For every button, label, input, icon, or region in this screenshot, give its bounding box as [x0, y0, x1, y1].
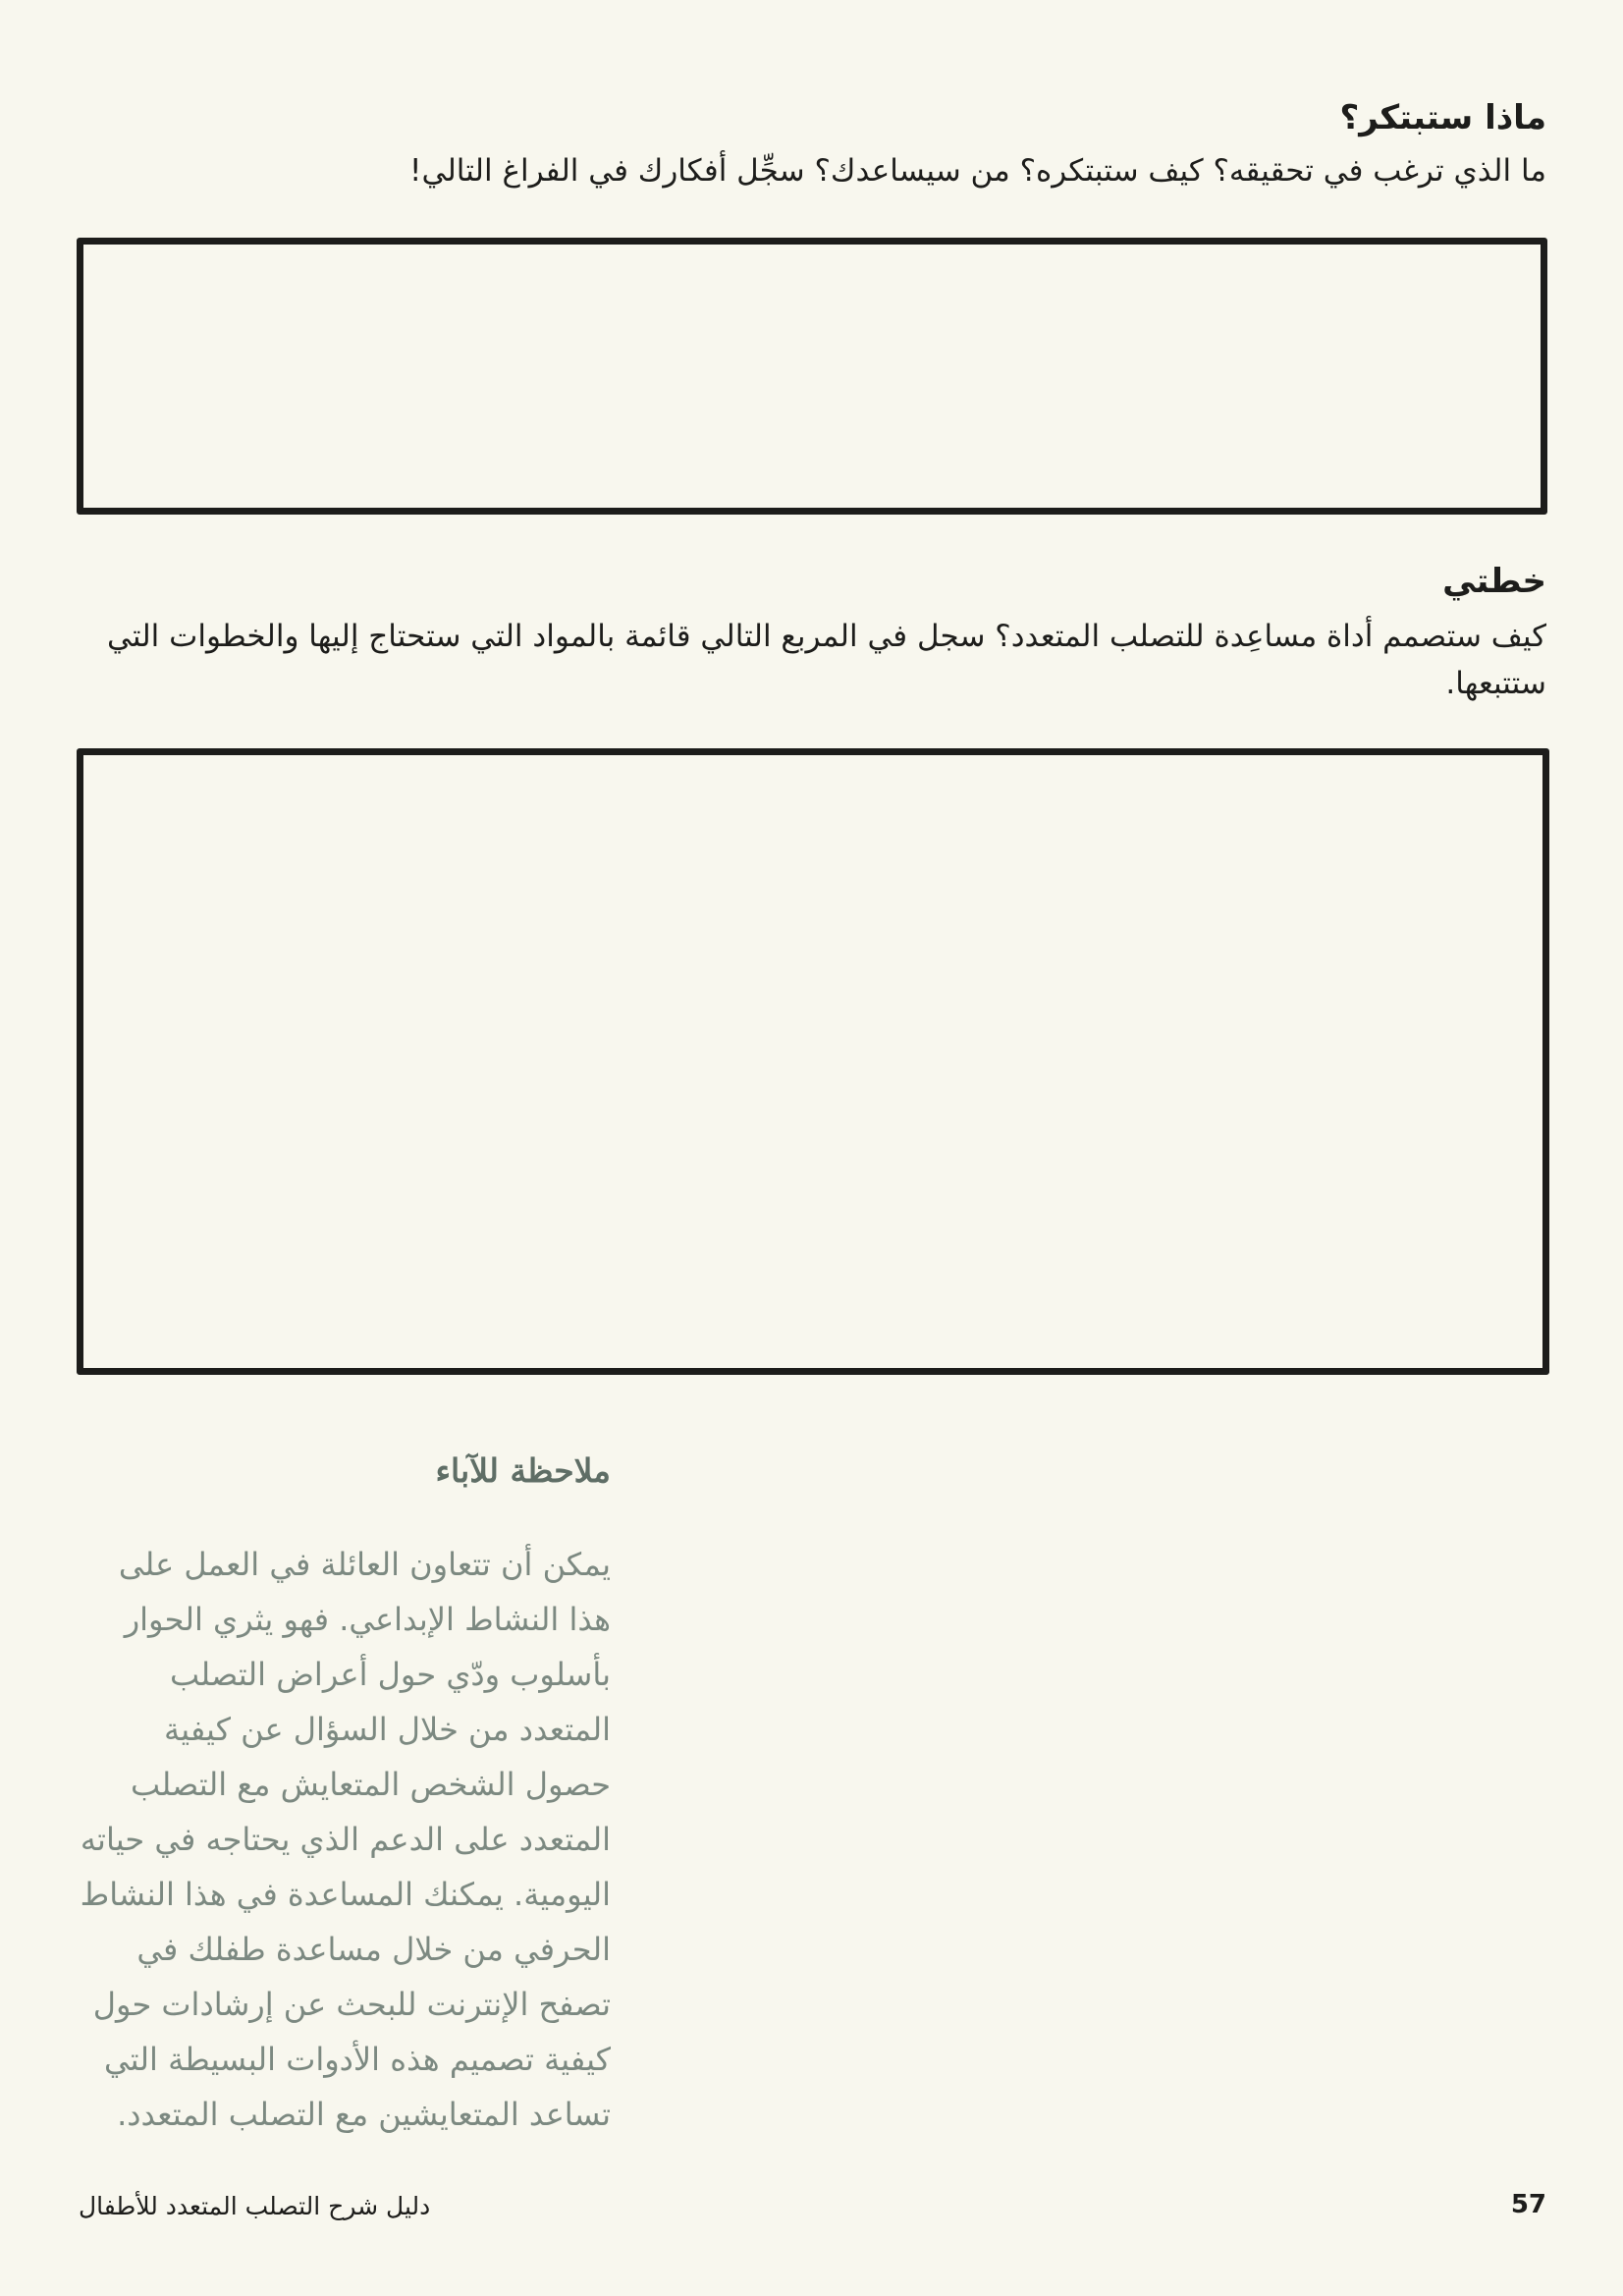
- plan-section-title: خطتي: [1442, 562, 1546, 601]
- footer-book-title: دليل شرح التصلب المتعدد للأطفال: [79, 2192, 431, 2220]
- idea-section-title: ماذا ستبتكر؟: [1339, 98, 1546, 137]
- parents-note-title: ملاحظة للآباء: [435, 1451, 611, 1490]
- page-number: 57: [1510, 2190, 1546, 2219]
- idea-section-prompt: ما الذي ترغب في تحقيقه؟ كيف ستبتكره؟ من سيساعدك؟ سجِّل أفكارك في الفراغ التالي!: [409, 153, 1546, 189]
- plan-writing-box[interactable]: [77, 748, 1549, 1375]
- plan-section-prompt: كيف ستصمم أداة مساعِدة للتصلب المتعدد؟ سجل في المربع التالي قائمة بالمواد التي ستحتاج إليها والخطوات التي ستتبعها.: [107, 619, 1546, 702]
- parents-note-body: يمكن أن تتعاون العائلة في العمل على هذا النشاط الإبداعي. فهو يثري الحوار بأسلوب ودّي حول أعراض التصلب المتعدد من خلال السؤال عن كيفية حصول الشخص المتعايش مع التصلب المتعدد على الدعم الذي يحتاجه في حياته اليومية. يمكنك المساعدة في هذا النشاط الحرفي من خلال مساعدة طفلك في تصفح الإنترنت للبحث عن إرشادات حول كيفية تصميم هذه الأدوات البسيطة التي تساعد المتعايشين مع التصلب المتعدد.: [80, 1546, 611, 2133]
- ideas-writing-box[interactable]: [77, 238, 1547, 515]
